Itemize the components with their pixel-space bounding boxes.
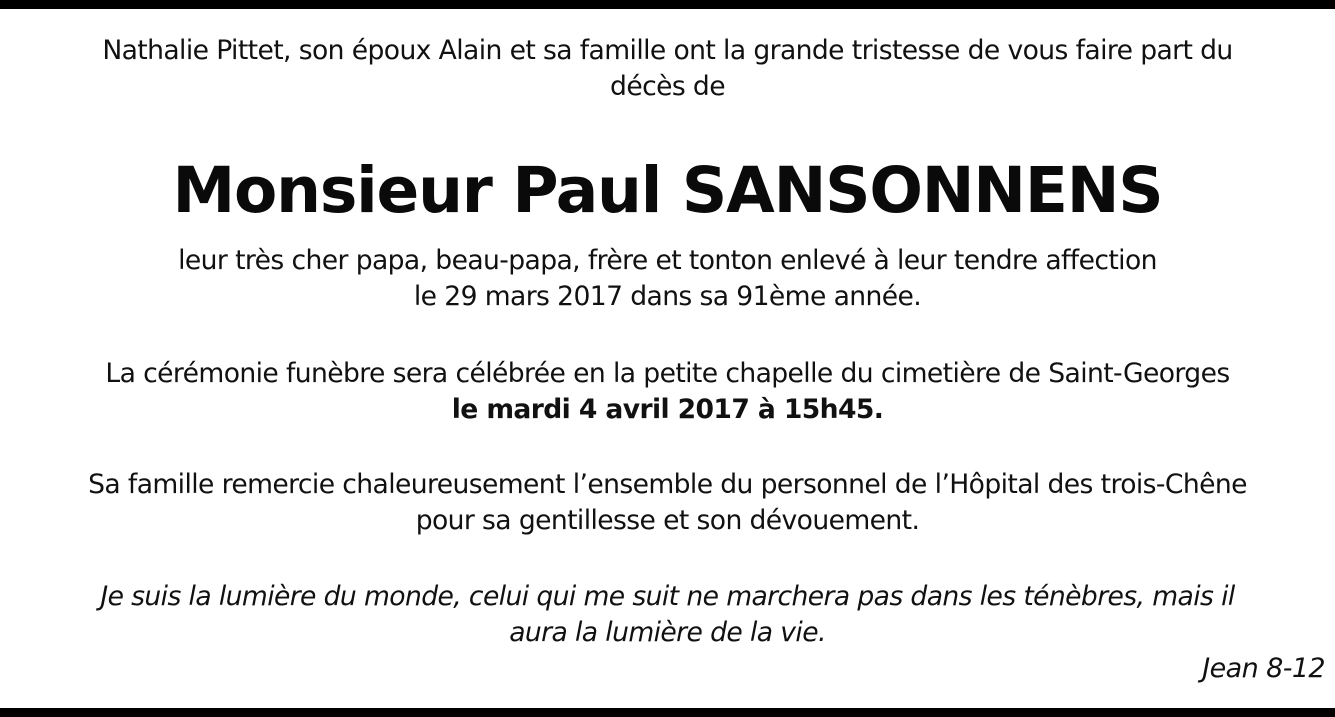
relation-line-1: leur très cher papa, beau-papa, frère et tonton enlevé à leur tendre affection [178,245,1157,276]
bottom-border-rule [0,708,1335,717]
intro-paragraph [0,33,1335,105]
thanks-paragraph [0,467,1335,539]
thanks-line-1: Sa famille remercie chaleureusement l’ensemble du personnel de l’Hôpital des trois-Chêne [88,469,1247,500]
deceased-name: Monsieur Paul SANSONNENS [172,153,1163,227]
bible-verse [0,579,1335,651]
verse-line-2: aura la lumière de la vie. [509,617,826,648]
ceremony-line-1: La cérémonie funèbre sera célébrée en la petite chapelle du cimetière de Saint-Georges [105,358,1230,389]
verse-line-1: Je suis la lumière du monde, celui qui me suit ne marchera pas dans les ténèbres, mais il [100,581,1235,612]
verse-reference: Jean 8-12 [1202,653,1325,684]
thanks-line-2: pour sa gentillesse et son dévouement. [415,505,920,536]
relation-line-2: le 29 mars 2017 dans sa 91ème année. [413,281,922,312]
relation-paragraph [0,243,1335,315]
intro-line-1: Nathalie Pittet, son époux Alain et sa famille ont la grande tristesse de vous faire part du [102,35,1233,66]
ceremony-date: le mardi 4 avril 2017 à 15h45. [451,394,884,425]
intro-line-2: décès de [610,71,725,102]
ceremony-paragraph [0,356,1335,428]
